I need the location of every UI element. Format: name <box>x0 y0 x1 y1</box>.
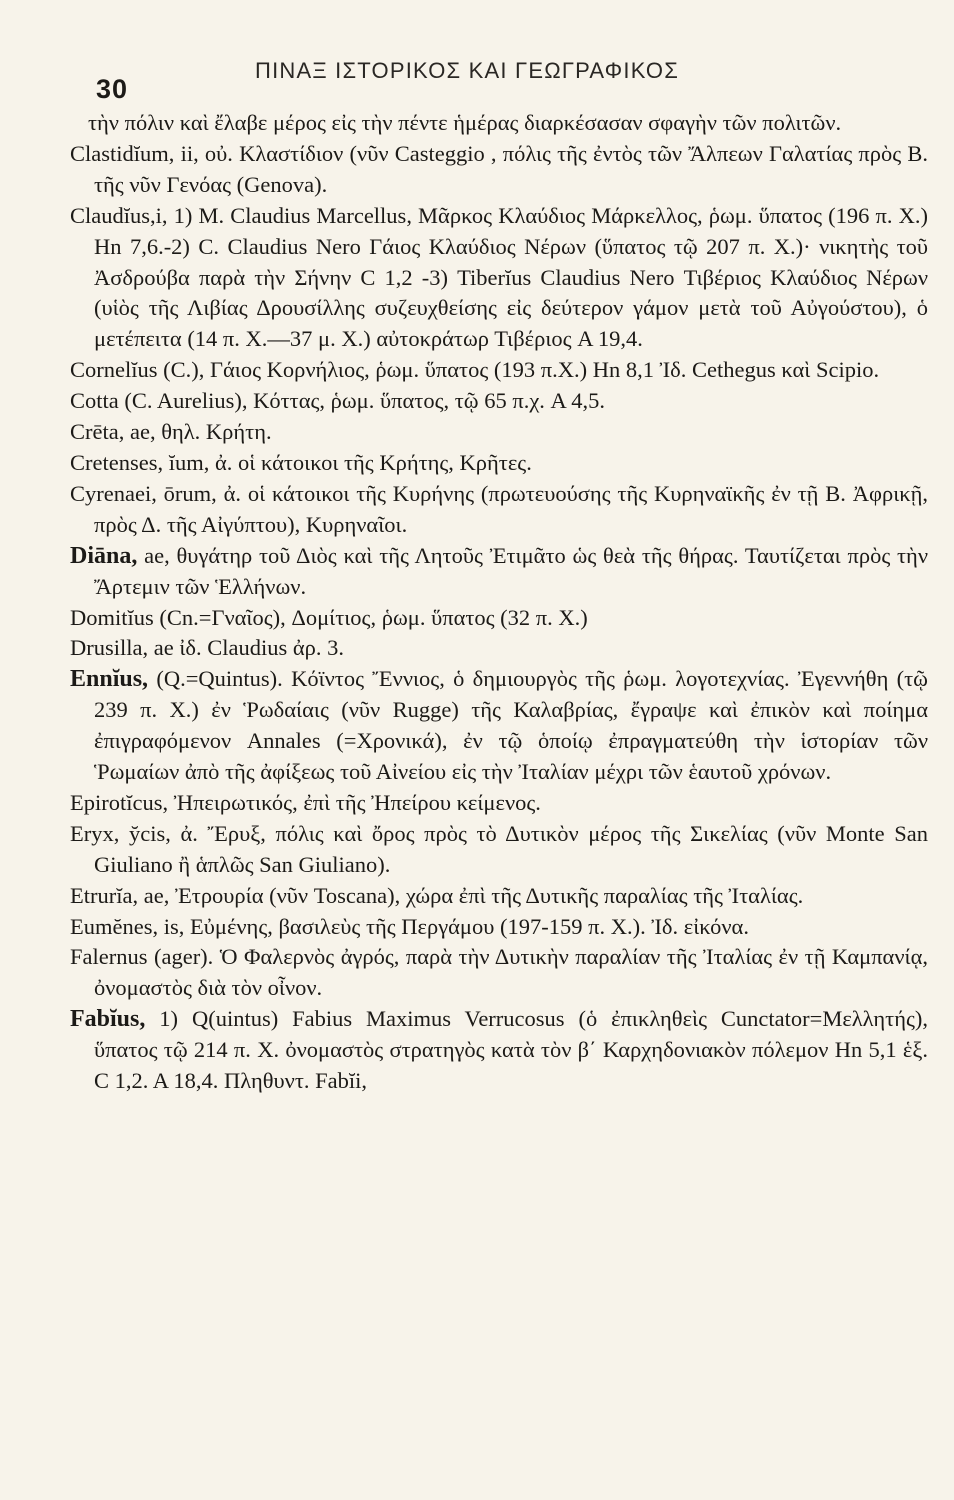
entry-text: ae, Ἐτρουρία (νῦν Toscana), χώρα ἐπὶ τῆς Δυτικῆς παραλίας τῆς Ἰταλίας. <box>138 882 804 908</box>
entry-text: ae ἰδ. Claudius ἀρ. 3. <box>148 635 345 661</box>
entry-text: i, 1) M. Claudius Marcellus, Μᾶρκος Κλαύδιος Μάρκελλος, ῥωμ. ὕπατος (196 π. Χ.) Hn 7,6.-2) C. Claudius Nero Γάιος Κλαύδιος Νέρων (ὕπατος τῷ 207 π. Χ.)· νικητὴς τοῦ Ἀσδρούβα παρὰ τὴν Σήνην C 1,2 -3) Tiberĭus Claudius Nero Τιβέριος Κλαύδιος Νέρων (υἱὸς τῆς Λιβίας Δρουσίλλης συζευχθείσης εἰς δεύτερον γάμον μετὰ τοῦ Αὐγούστου), ὁ μετέπειτα (14 π. Χ.—37 μ. Χ.) αὐτοκράτωρ Τιβέριος A 19,4. <box>94 202 928 352</box>
entry-headword: Eryx, <box>70 820 120 846</box>
entry-headword: Falernus <box>70 944 148 970</box>
entry-text: Ἠπειρωτικός, ἐπὶ τῆς Ἠπείρου κείμενος. <box>168 789 541 815</box>
entry-text: (C. Aurelius), Κόττας, ῥωμ. ὕπατος, τῷ 65 π.χ. A 4,5. <box>118 388 605 414</box>
entry-headword: Diāna, <box>70 542 138 569</box>
entry-text: (Cn.=Γναῖος), Δομίτιος, ῥωμ. ὕπατος (32 π. Χ.) <box>153 604 588 630</box>
entry-headword: Eumĕnes, <box>70 913 159 939</box>
index-entry-creta <box>70 417 928 448</box>
index-entry-eumenes <box>70 912 928 943</box>
index-entry-fabius <box>70 1004 928 1097</box>
entry-text: (ager). Ὁ Φαλερνὸς ἀγρός, παρὰ τὴν Δυτικὴν παραλίαν τῆς Ἰταλίας ἐν τῇ Καμπανίᾳ, ὀνομαστὸς διὰ τὸν οἶνον. <box>94 944 928 1001</box>
index-entry-domitius <box>70 603 928 634</box>
entry-text: ae, θυγάτηρ τοῦ Διὸς καὶ τῆς Λητοῦς Ἐτιμᾶτο ὡς θεὰ τῆς θήρας. Ταυτίζεται πρὸς τὴν Ἄρτεμιν τῶν Ἑλλήνων. <box>94 542 928 599</box>
entry-headword: Cretenses, <box>70 449 164 475</box>
entry-headword: Claudĭus, <box>70 202 156 228</box>
index-entries <box>70 108 928 1097</box>
index-entry-etruria <box>70 881 928 912</box>
entry-headword: Cotta <box>70 388 119 414</box>
entry-text: ōrum, ἀ. οἱ κάτοικοι τῆς Κυρήνης (πρωτευούσης τῆς Κυρηναϊκῆς ἐν τῇ Β. Ἀφρικῇ, πρὸς Δ. τῆς Αἰγύπτου), Κυρηναῖοι. <box>94 480 928 537</box>
index-entry-clastidium <box>70 139 928 201</box>
entry-headword: Domitĭus <box>70 604 154 630</box>
index-entry-ennius <box>70 664 928 788</box>
entry-headword: Etrurĭa, <box>70 882 139 908</box>
entry-headword: Drusilla, <box>70 635 149 661</box>
entry-headword: Clastidĭum, <box>70 140 175 166</box>
entry-headword: Ennĭus, <box>70 666 149 693</box>
index-entry-continuation <box>70 108 928 139</box>
entry-text: is, Εὐμένης, βασιλεὺς τῆς Περγάμου (197-159 π. Χ.). Ἰδ. εἰκόνα. <box>158 913 749 939</box>
entry-text: (C.), Γάιος Κορνήλιος, ῥωμ. ὕπατος (193 π.Χ.) Hn 8,1 Ἰδ. Cethegus καὶ Scipio. <box>157 357 880 383</box>
index-entry-cornelius <box>70 355 928 386</box>
index-entry-eryx <box>70 819 928 881</box>
index-entry-cyrenaei <box>70 479 928 541</box>
index-entry-drusilla <box>70 633 928 664</box>
entry-text: τὴν πόλιν καὶ ἔλαβε μέρος εἰς τὴν πέντε ἡμέρας διαρκέσασαν σφαγὴν τῶν πολιτῶν. <box>88 110 842 135</box>
entry-text: 1) Q(uintus) Fabius Maximus Verrucosus (ὁ ἐπικληθεὶς Cunctator=Μελλητής), ὕπατος τῷ 214 π. Χ. ὀνομαστὸς στρατηγὸς κατὰ τὸν β΄ Καρχηδονιακὸν πόλεμον Hn 5,1 ἑξ. C 1,2. A 18,4. Πληθυντ. Fabĭi, <box>94 1006 928 1094</box>
index-entry-diana <box>70 541 928 603</box>
index-entry-claudius <box>70 201 928 356</box>
index-entry-cretenses <box>70 448 928 479</box>
entry-text: ae, θηλ. Κρήτη. <box>124 419 272 445</box>
page-number: 30 <box>96 74 129 104</box>
entry-text: y̆cis, ἀ. Ἔρυξ, πόλις καὶ ὄρος πρὸς τὸ Δυτικὸν μέρος τῆς Σικελίας (νῦν Monte San Giuliano ἢ ἁπλῶς San Giuliano). <box>94 820 928 877</box>
running-head: ΠΙΝΑΞ ΙΣΤΟΡΙΚΟΣ ΚΑΙ ΓΕΩΓΡΑΦΙΚΟΣ <box>255 58 680 83</box>
entry-headword: Epirotĭcus, <box>70 789 169 815</box>
index-entry-cotta <box>70 386 928 417</box>
entry-headword: Cyrenaei, <box>70 480 157 506</box>
entry-text: ii, οὐ. Κλαστίδιον (νῦν Casteggio , πόλις τῆς ἐντὸς τῶν Ἄλπεων Γαλατίας πρὸς Β. τῆς νῦν Γενόας (Genova). <box>94 140 928 197</box>
entry-headword: Fabĭus, <box>70 1006 146 1033</box>
entry-headword: Cornelĭus <box>70 357 158 383</box>
entry-headword: Crēta, <box>70 419 125 445</box>
entry-text: (Q.=Quintus). Κόϊντος Ἔννιος, ὁ δημιουργὸς τῆς ῥωμ. λογοτεχνίας. Ἐγεννήθη (τῷ 239 π. Χ.) ἐν Ῥωδαίαις (νῦν Rugge) τῆς Καλαβρίας, ἔγραψε καὶ ἐπικὸν καὶ ποίημα ἐπιγραφόμενον Annales (=Χρονικά), ἐν τῷ ὁποίῳ ἐπραγματεύθη τὴν ἱστορίαν τῶν Ῥωμαίων ἀπὸ τῆς ἀφίξεως τοῦ Αἰνείου εἰς τὴν Ἰταλίαν μέχρι τῶν ἑαυτοῦ χρόνων. <box>94 666 928 785</box>
entry-text: ĭum, ἀ. οἱ κάτοικοι τῆς Κρήτης, Κρῆτες. <box>163 449 532 475</box>
index-entry-falernus <box>70 942 928 1004</box>
index-entry-epiroticus <box>70 788 928 819</box>
